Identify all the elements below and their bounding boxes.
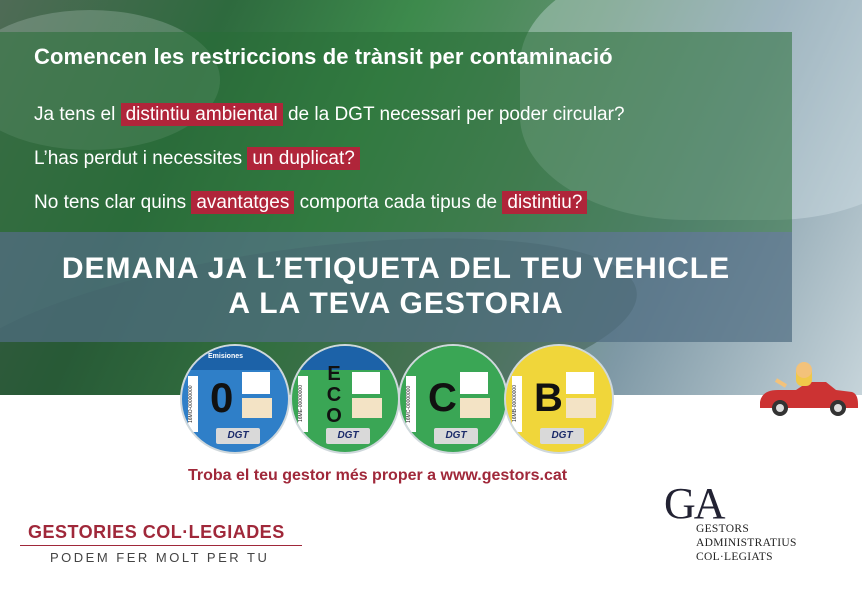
- badge-hologram: [566, 398, 596, 418]
- logo-line-1: GESTORS: [696, 523, 750, 535]
- dgt-logo: DGT: [540, 428, 584, 444]
- badge-c: [398, 344, 508, 454]
- badge-window: [352, 372, 380, 394]
- badge-top-band: [400, 346, 506, 370]
- gestors-logo: [664, 478, 797, 568]
- badge-letter: ECO: [326, 363, 342, 427]
- cta-line-1: DEMANA JA L’ETIQUETA DEL TEU VEHICLE: [61, 252, 731, 285]
- badge-zero: [180, 344, 290, 454]
- logo-line-3: COL·LEGIATS: [696, 551, 773, 563]
- car-illustration: [756, 362, 860, 420]
- dgt-logo: DGT: [326, 428, 370, 444]
- badge-window: [566, 372, 594, 394]
- badge-code: 16ME-00000000: [298, 376, 308, 432]
- badge-top-band: [292, 346, 398, 370]
- badge-b: [504, 344, 614, 454]
- badge-hologram: [352, 398, 382, 418]
- badge-window: [242, 372, 270, 394]
- badge-code: 16MB-00000000: [512, 376, 522, 432]
- badge-hologram: [242, 398, 272, 418]
- question-text: comporta cada tipus de: [294, 192, 503, 213]
- brand-name: GESTORIES COL·LEGIADES: [28, 522, 285, 542]
- question-3: [34, 192, 587, 214]
- badge-hologram: [460, 398, 490, 418]
- badge-window: [460, 372, 488, 394]
- find-gestor-text: Troba el teu gestor més proper a www.gestors.cat: [188, 467, 568, 484]
- highlight-avantatges: avantatges: [191, 191, 294, 214]
- dgt-logo: DGT: [434, 428, 478, 444]
- dgt-logo: DGT: [216, 428, 260, 444]
- badge-letter: C: [428, 376, 457, 420]
- brand-tagline: PODEM FER MOLT PER TU: [50, 550, 270, 565]
- question-1: [34, 104, 625, 126]
- badge-top-band: [506, 346, 612, 370]
- highlight-distintiu: distintiu?: [502, 191, 587, 214]
- question-2: [34, 148, 360, 170]
- brand-divider: [20, 545, 302, 546]
- cta-line-2: A LA TEVA GESTORIA: [228, 287, 564, 320]
- highlight-duplicat: un duplicat?: [247, 147, 359, 170]
- question-text: Ja tens el: [34, 104, 121, 125]
- highlight-distintiu-ambiental: distintiu ambiental: [121, 103, 283, 126]
- question-text: de la DGT necessari per poder circular?: [282, 104, 625, 125]
- badge-eco: [290, 344, 400, 454]
- badge-letter: 0: [210, 374, 234, 421]
- badge-label: Emisiones: [208, 353, 244, 360]
- question-text: No tens clar quins: [34, 192, 192, 213]
- badge-code: 16MC-00000000: [406, 376, 416, 432]
- logo-mark: GA: [664, 479, 724, 528]
- badge-code: 16MO-00000000: [188, 376, 198, 432]
- question-text: L’has perdut i necessites: [34, 148, 248, 169]
- badge-letter: B: [534, 376, 563, 420]
- headline: Comencen les restriccions de trànsit per contaminació: [34, 44, 613, 69]
- logo-line-2: ADMINISTRATIUS: [696, 537, 797, 549]
